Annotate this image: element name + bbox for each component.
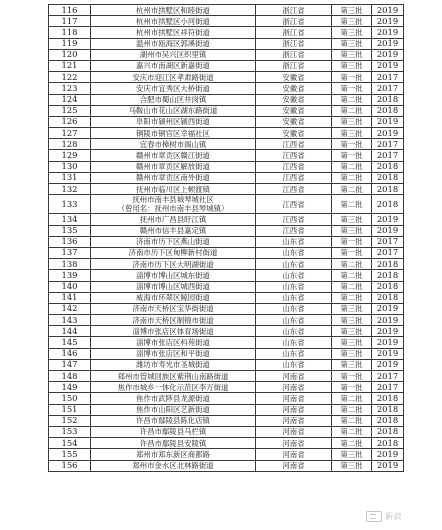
row-batch: 第一批	[332, 371, 372, 382]
row-name	[91, 382, 256, 393]
row-name-line: 焦作市城乡一体化示范区李万街道	[117, 382, 229, 392]
row-batch: 第三批	[332, 225, 372, 236]
row-number: 141	[49, 292, 91, 303]
row-province: 江西省	[256, 184, 332, 195]
row-number: 120	[49, 49, 91, 60]
row-name	[91, 348, 256, 359]
row-year: 2019	[372, 303, 404, 314]
row-province: 山东省	[256, 292, 332, 303]
row-name	[91, 225, 256, 236]
row-year: 2019	[372, 60, 404, 71]
row-year: 2019	[372, 359, 404, 370]
table-row	[49, 292, 404, 303]
table-row	[49, 60, 404, 71]
row-name-line: 焦作市山阳区艺新街道	[136, 405, 210, 415]
row-batch: 第三批	[332, 60, 372, 71]
row-number: 147	[49, 359, 91, 370]
row-number: 116	[49, 5, 91, 16]
document-table	[48, 4, 404, 472]
row-number: 126	[49, 116, 91, 127]
row-number: 134	[49, 214, 91, 225]
row-province: 安徽省	[256, 83, 332, 94]
table-row	[49, 139, 404, 150]
row-name-line: 杭州市拱墅区小河街道	[136, 16, 210, 26]
watermark-logo-icon	[366, 511, 382, 522]
row-province: 河南省	[256, 449, 332, 460]
row-name-line: 赣州市章贡区解放街道	[136, 162, 210, 172]
table-row	[49, 247, 404, 258]
row-province: 江西省	[256, 195, 332, 214]
row-name-line: 淄博市博山区城西街道	[136, 282, 210, 292]
row-name	[91, 161, 256, 172]
row-name	[91, 5, 256, 16]
row-province: 浙江省	[256, 5, 332, 16]
table-row	[49, 393, 404, 404]
row-number: 154	[49, 438, 91, 449]
row-name	[91, 116, 256, 127]
row-name-line: 淄博市博山区城东街道	[136, 270, 210, 280]
row-batch: 第二批	[332, 438, 372, 449]
row-batch: 第二批	[332, 94, 372, 105]
row-number: 156	[49, 460, 91, 471]
row-name-line: 济南市天桥区宝华街街道	[132, 304, 214, 314]
table-row	[49, 128, 404, 139]
row-province: 山东省	[256, 337, 332, 348]
row-name	[91, 259, 256, 270]
row-batch: 第二批	[332, 292, 372, 303]
row-batch: 第二批	[332, 393, 372, 404]
row-name	[91, 438, 256, 449]
row-name	[91, 83, 256, 94]
row-name-line: 宜春市樟树市阁山镇	[139, 139, 207, 149]
row-year: 2017	[372, 247, 404, 258]
row-name-line: 抚州市广昌县盱江镇	[139, 214, 207, 224]
row-name	[91, 49, 256, 60]
row-name-line: 合肥市蜀山区井岗镇	[139, 95, 207, 105]
row-year: 2019	[372, 337, 404, 348]
row-year: 2018	[372, 393, 404, 404]
row-batch: 第二批	[332, 259, 372, 270]
row-name-line: 淄博市张店区科苑街道	[136, 337, 210, 347]
row-name	[91, 195, 256, 214]
row-number: 144	[49, 326, 91, 337]
watermark-text: 新浪	[385, 512, 402, 521]
table-row	[49, 94, 404, 105]
row-name-line: 抚州市南丰县城琴城社区	[132, 195, 214, 205]
table-row	[49, 105, 404, 116]
row-year: 2019	[372, 348, 404, 359]
row-number: 124	[49, 94, 91, 105]
row-name	[91, 359, 256, 370]
row-province: 山东省	[256, 259, 332, 270]
row-batch: 第一批	[332, 382, 372, 393]
table-row	[49, 281, 404, 292]
row-year: 2018	[372, 292, 404, 303]
row-batch: 第二批	[332, 281, 372, 292]
row-batch: 第一批	[332, 150, 372, 161]
table-row	[49, 359, 404, 370]
row-province: 浙江省	[256, 16, 332, 27]
row-name	[91, 404, 256, 415]
row-province: 河南省	[256, 438, 332, 449]
row-number: 149	[49, 382, 91, 393]
row-province: 河南省	[256, 426, 332, 437]
table-body	[49, 5, 404, 472]
table-row	[49, 404, 404, 415]
row-number: 118	[49, 27, 91, 38]
row-batch: 第三批	[332, 27, 372, 38]
row-year: 2018	[372, 281, 404, 292]
table-row	[49, 172, 404, 183]
table-row	[49, 83, 404, 94]
row-province: 河南省	[256, 371, 332, 382]
row-name	[91, 105, 256, 116]
row-year: 2017	[372, 382, 404, 393]
row-year: 2019	[372, 214, 404, 225]
row-name	[91, 449, 256, 460]
row-batch: 第一批	[332, 83, 372, 94]
row-batch: 第二批	[332, 426, 372, 437]
row-year: 2018	[372, 184, 404, 195]
table-row	[49, 315, 404, 326]
row-name-line: （曾用名：抚州市南丰县琴城镇）	[117, 204, 229, 214]
row-province: 山东省	[256, 281, 332, 292]
row-name	[91, 270, 256, 281]
row-province: 河南省	[256, 415, 332, 426]
row-batch: 第三批	[332, 38, 372, 49]
row-year: 2017	[372, 371, 404, 382]
table-row	[49, 382, 404, 393]
table-row	[49, 225, 404, 236]
row-batch: 第三批	[332, 116, 372, 127]
row-name-line: 赣州市章贡区南外街道	[136, 173, 210, 183]
row-name-line: 潍坊市寿光市圣城街道	[136, 360, 210, 370]
row-province: 安徽省	[256, 105, 332, 116]
row-batch: 第三批	[332, 449, 372, 460]
table-row	[49, 460, 404, 471]
row-number: 137	[49, 247, 91, 258]
row-number: 151	[49, 404, 91, 415]
row-name	[91, 72, 256, 83]
row-batch: 第三批	[332, 337, 372, 348]
row-name	[91, 315, 256, 326]
row-number: 119	[49, 38, 91, 49]
row-province: 江西省	[256, 214, 332, 225]
row-name-line: 铜陵市铜官区幸福社区	[136, 128, 210, 138]
row-name-line: 赣州市信丰县嘉定镇	[139, 226, 207, 236]
row-batch: 第一批	[332, 247, 372, 258]
row-name-line: 马鞍山市花山区湖东路街道	[128, 106, 218, 116]
row-year: 2019	[372, 128, 404, 139]
row-province: 河南省	[256, 393, 332, 404]
row-province: 山东省	[256, 326, 332, 337]
row-number: 125	[49, 105, 91, 116]
row-year: 2018	[372, 270, 404, 281]
row-name	[91, 139, 256, 150]
row-batch: 第二批	[332, 105, 372, 116]
table-row	[49, 259, 404, 270]
row-name	[91, 281, 256, 292]
row-year: 2017	[372, 83, 404, 94]
row-batch: 第二批	[332, 415, 372, 426]
row-name	[91, 426, 256, 437]
row-name-line: 济南市天桥区制锦市街道	[132, 315, 214, 325]
row-name-line: 郑州市金水区北林路街道	[132, 461, 214, 471]
row-batch: 第二批	[332, 404, 372, 415]
row-province: 浙江省	[256, 27, 332, 38]
row-name-line: 许昌市鄢陵县陈化店镇	[136, 416, 210, 426]
row-province: 山东省	[256, 270, 332, 281]
row-number: 121	[49, 60, 91, 71]
row-province: 安徽省	[256, 128, 332, 139]
row-number: 152	[49, 415, 91, 426]
row-number: 133	[49, 195, 91, 214]
row-year: 2018	[372, 426, 404, 437]
row-batch: 第三批	[332, 49, 372, 60]
row-province: 安徽省	[256, 72, 332, 83]
row-name	[91, 184, 256, 195]
row-name-line: 嘉兴市南湖区新嘉街道	[136, 61, 210, 71]
row-number: 131	[49, 172, 91, 183]
row-name-line: 郑州市郑东新区商都路	[136, 449, 210, 459]
row-number: 132	[49, 184, 91, 195]
row-name	[91, 172, 256, 183]
table-row	[49, 449, 404, 460]
row-name	[91, 236, 256, 247]
row-year: 2018	[372, 105, 404, 116]
row-name-line: 抚州市临川区上顿渡镇	[136, 184, 210, 194]
row-number: 122	[49, 72, 91, 83]
row-batch: 第一批	[332, 72, 372, 83]
row-province: 山东省	[256, 315, 332, 326]
row-year: 2018	[372, 161, 404, 172]
row-name-line: 淄博市张店区体育场街道	[132, 326, 214, 336]
row-year: 2019	[372, 49, 404, 60]
row-number: 145	[49, 337, 91, 348]
row-name	[91, 214, 256, 225]
table-row	[49, 27, 404, 38]
row-year: 2019	[372, 116, 404, 127]
row-number: 140	[49, 281, 91, 292]
row-year: 2017	[372, 72, 404, 83]
row-name-line: 许昌市鄢陵县安陵镇	[139, 438, 207, 448]
row-number: 153	[49, 426, 91, 437]
row-year: 2019	[372, 5, 404, 16]
row-batch: 第三批	[332, 348, 372, 359]
row-number: 139	[49, 270, 91, 281]
row-batch: 第二批	[332, 270, 372, 281]
table-row	[49, 303, 404, 314]
row-name	[91, 371, 256, 382]
row-name	[91, 326, 256, 337]
row-year: 2019	[372, 460, 404, 471]
row-batch: 第三批	[332, 5, 372, 16]
row-name	[91, 94, 256, 105]
row-province: 江西省	[256, 225, 332, 236]
row-number: 155	[49, 449, 91, 460]
row-name	[91, 150, 256, 161]
row-batch: 第三批	[332, 128, 372, 139]
row-province: 江西省	[256, 139, 332, 150]
table-row	[49, 116, 404, 127]
row-name-line: 焦作市武陟县龙源街道	[136, 393, 210, 403]
row-province: 河南省	[256, 404, 332, 415]
row-year: 2018	[372, 415, 404, 426]
row-number: 138	[49, 259, 91, 270]
row-batch: 第三批	[332, 326, 372, 337]
row-name	[91, 460, 256, 471]
row-batch: 第三批	[332, 303, 372, 314]
row-batch: 第一批	[332, 139, 372, 150]
table-row	[49, 184, 404, 195]
row-name-line: 淄博市张店区和平街道	[136, 349, 210, 359]
row-name-line: 郑州市管城回族区紫荆山南路街道	[117, 371, 229, 381]
row-name-line: 济南市历下区燕山街道	[136, 237, 210, 247]
row-name	[91, 27, 256, 38]
row-province: 山东省	[256, 359, 332, 370]
table-row	[49, 348, 404, 359]
row-name-line: 济南市历下区大明湖街道	[132, 259, 214, 269]
row-year: 2019	[372, 449, 404, 460]
row-province: 江西省	[256, 172, 332, 183]
table-row	[49, 326, 404, 337]
row-year: 2017	[372, 139, 404, 150]
row-name-line: 阜阳市颍州区颍西街道	[136, 117, 210, 127]
row-province: 河南省	[256, 382, 332, 393]
row-year: 2019	[372, 326, 404, 337]
table-row	[49, 72, 404, 83]
row-year: 2018	[372, 438, 404, 449]
row-year: 2018	[372, 259, 404, 270]
row-year: 2017	[372, 236, 404, 247]
row-province: 安徽省	[256, 116, 332, 127]
row-name-line: 湖州市吴兴区织里镇	[139, 50, 207, 60]
row-name-line: 杭州市拱墅区和睦街道	[136, 5, 210, 15]
row-name	[91, 60, 256, 71]
table-row	[49, 161, 404, 172]
row-batch: 第二批	[332, 184, 372, 195]
row-batch: 第一批	[332, 236, 372, 247]
row-name	[91, 38, 256, 49]
row-province: 浙江省	[256, 60, 332, 71]
row-name	[91, 247, 256, 258]
watermark	[366, 511, 402, 522]
row-year: 2019	[372, 38, 404, 49]
row-name	[91, 337, 256, 348]
row-batch: 第三批	[332, 359, 372, 370]
row-province: 山东省	[256, 348, 332, 359]
row-province: 河南省	[256, 460, 332, 471]
row-name	[91, 393, 256, 404]
row-name	[91, 128, 256, 139]
row-name-line: 安庆市宜秀区大桥街道	[136, 83, 210, 93]
row-name-line: 温州市瓯海区郭溪街道	[136, 39, 210, 49]
table-row	[49, 150, 404, 161]
row-number: 143	[49, 315, 91, 326]
row-number: 150	[49, 393, 91, 404]
row-name	[91, 16, 256, 27]
table-row	[49, 236, 404, 247]
row-batch: 第三批	[332, 315, 372, 326]
row-number: 128	[49, 139, 91, 150]
row-year: 2019	[372, 27, 404, 38]
row-year: 2019	[372, 315, 404, 326]
table-row	[49, 214, 404, 225]
table-row	[49, 5, 404, 16]
row-province: 浙江省	[256, 49, 332, 60]
row-year: 2018	[372, 404, 404, 415]
table-row	[49, 415, 404, 426]
row-year: 2018	[372, 94, 404, 105]
row-number: 129	[49, 150, 91, 161]
row-batch: 第三批	[332, 460, 372, 471]
row-province: 山东省	[256, 236, 332, 247]
row-province: 江西省	[256, 150, 332, 161]
row-year: 2018	[372, 172, 404, 183]
row-name	[91, 415, 256, 426]
row-batch: 第三批	[332, 214, 372, 225]
row-number: 130	[49, 161, 91, 172]
row-year: 2019	[372, 225, 404, 236]
row-year: 2019	[372, 16, 404, 27]
row-year: 2018	[372, 195, 404, 214]
row-batch: 第二批	[332, 195, 372, 214]
table-row	[49, 371, 404, 382]
row-number: 117	[49, 16, 91, 27]
row-name-line: 安庆市迎江区孝肃路街道	[132, 72, 214, 82]
row-number: 135	[49, 225, 91, 236]
row-name	[91, 303, 256, 314]
row-number: 127	[49, 128, 91, 139]
table-row	[49, 16, 404, 27]
row-province: 山东省	[256, 303, 332, 314]
row-name	[91, 292, 256, 303]
row-name-line: 赣州市章贡区赣江街道	[136, 150, 210, 160]
row-batch: 第二批	[332, 172, 372, 183]
row-number: 136	[49, 236, 91, 247]
row-province: 江西省	[256, 161, 332, 172]
table-row	[49, 49, 404, 60]
row-year: 2017	[372, 150, 404, 161]
row-province: 浙江省	[256, 38, 332, 49]
table-row	[49, 337, 404, 348]
row-province: 安徽省	[256, 94, 332, 105]
row-number: 146	[49, 348, 91, 359]
table-row	[49, 426, 404, 437]
row-number: 142	[49, 303, 91, 314]
row-province: 山东省	[256, 247, 332, 258]
row-batch: 第三批	[332, 16, 372, 27]
row-number: 148	[49, 371, 91, 382]
table-row	[49, 38, 404, 49]
table-row	[49, 195, 404, 214]
row-name-line: 济南市历下区甸柳新村街道	[128, 248, 218, 258]
row-number: 123	[49, 83, 91, 94]
table-row	[49, 438, 404, 449]
row-batch: 第二批	[332, 161, 372, 172]
row-name-line: 许昌市鄢陵县马栏镇	[139, 427, 207, 437]
row-name-line: 杭州市拱墅区祥符街道	[136, 27, 210, 37]
table-row	[49, 270, 404, 281]
row-name-line: 威海市环翠区鲸园街道	[136, 293, 210, 303]
